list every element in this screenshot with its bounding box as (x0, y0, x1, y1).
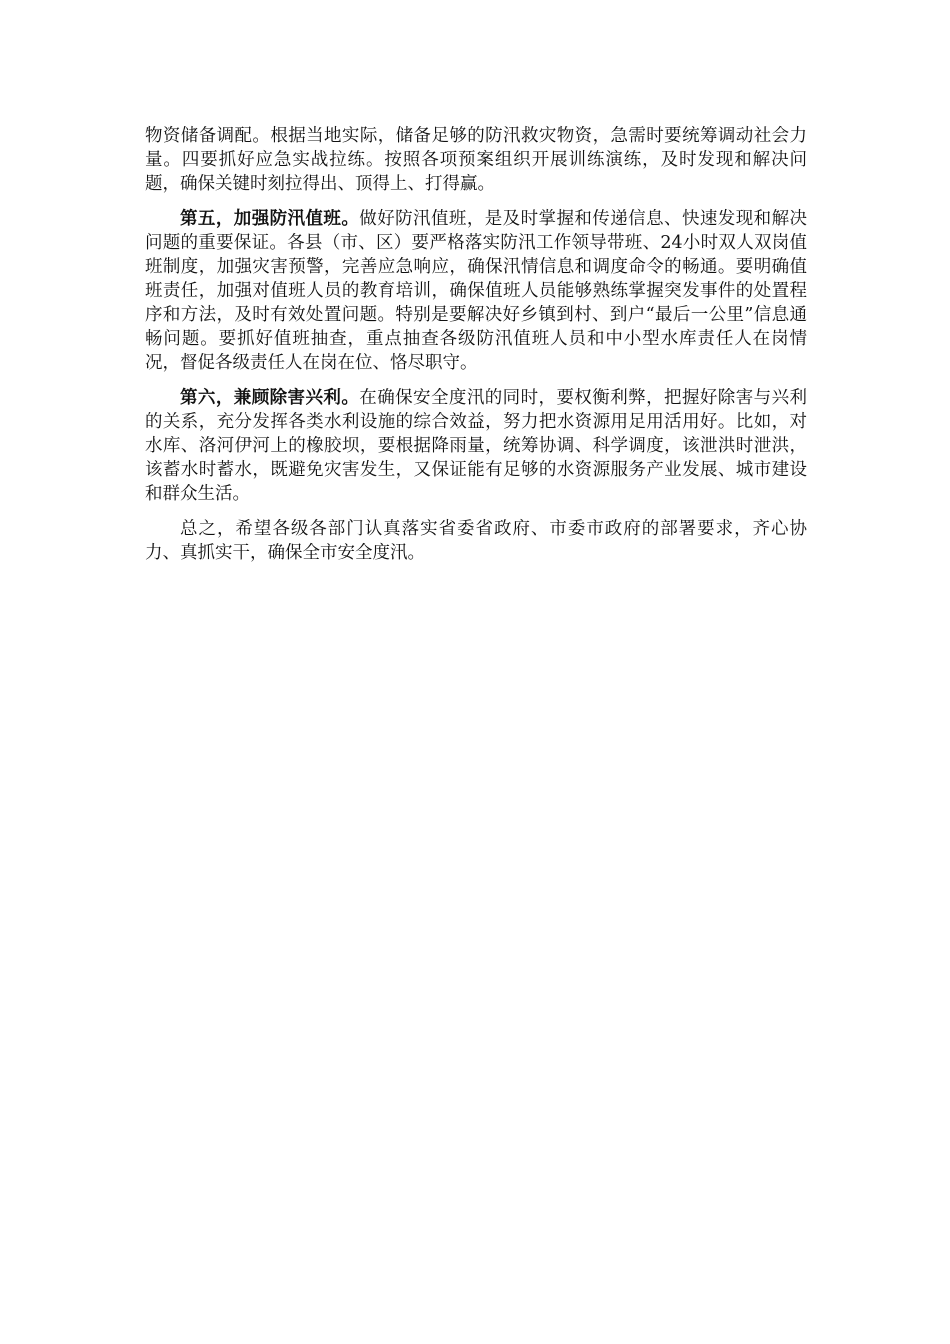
paragraph-text: 做好防汛值班，是及时掌握和传递信息、快速发现和解决问题的重要保证。各县（市、区）要严格落实防汛工作领导带班、24小时双人双岗值班制度，加强灾害预警，完善应急响应，确保汛情信息和调度命令的畅通。要明确值班责任，加强对值班人员的教育培训，确保值班人员能够熟练掌握突发事件的处置程序和方法，及时有效处置问题。特别是要解决好乡镇到村、到户“最后一公里”信息通畅问题。要抓好值班抽查，重点抽查各级防汛值班人员和中小型水库责任人在岗情况，督促各级责任人在岗在位、恪尽职守。 (145, 209, 807, 373)
paragraph-text: 物资储备调配。根据当地实际，储备足够的防汛救灾物资，急需时要统筹调动社会力量。四要抓好应急实战拉练。按照各项预案组织开展训练演练，及时发现和解决问题，确保关键时刻拉得出、顶得上、打得赢。 (145, 126, 807, 194)
paragraph-text: 在确保安全度汛的同时，要权衡利弊，把握好除害与兴利的关系，充分发挥各类水利设施的综合效益，努力把水资源用足用活用好。比如，对水库、洛河伊河上的橡胶坝，要根据降雨量，统筹协调、科学调度，该泄洪时泄洪，该蓄水时蓄水，既避免灾害发生，又保证能有足够的水资源服务产业发展、城市建设和群众生活。 (145, 388, 807, 504)
paragraph-continuation (145, 124, 807, 196)
paragraph-conclusion (145, 517, 807, 565)
paragraph-benefits (145, 386, 807, 506)
paragraph-duty-shift (145, 207, 807, 375)
document-body (145, 124, 807, 576)
paragraph-heading: 第五，加强防汛值班。 (180, 209, 360, 229)
paragraph-text: 总之，希望各级各部门认真落实省委省政府、市委市政府的部署要求，齐心协力、真抓实干，确保全市安全度汛。 (145, 519, 807, 563)
paragraph-heading: 第六，兼顾除害兴利。 (180, 388, 360, 408)
